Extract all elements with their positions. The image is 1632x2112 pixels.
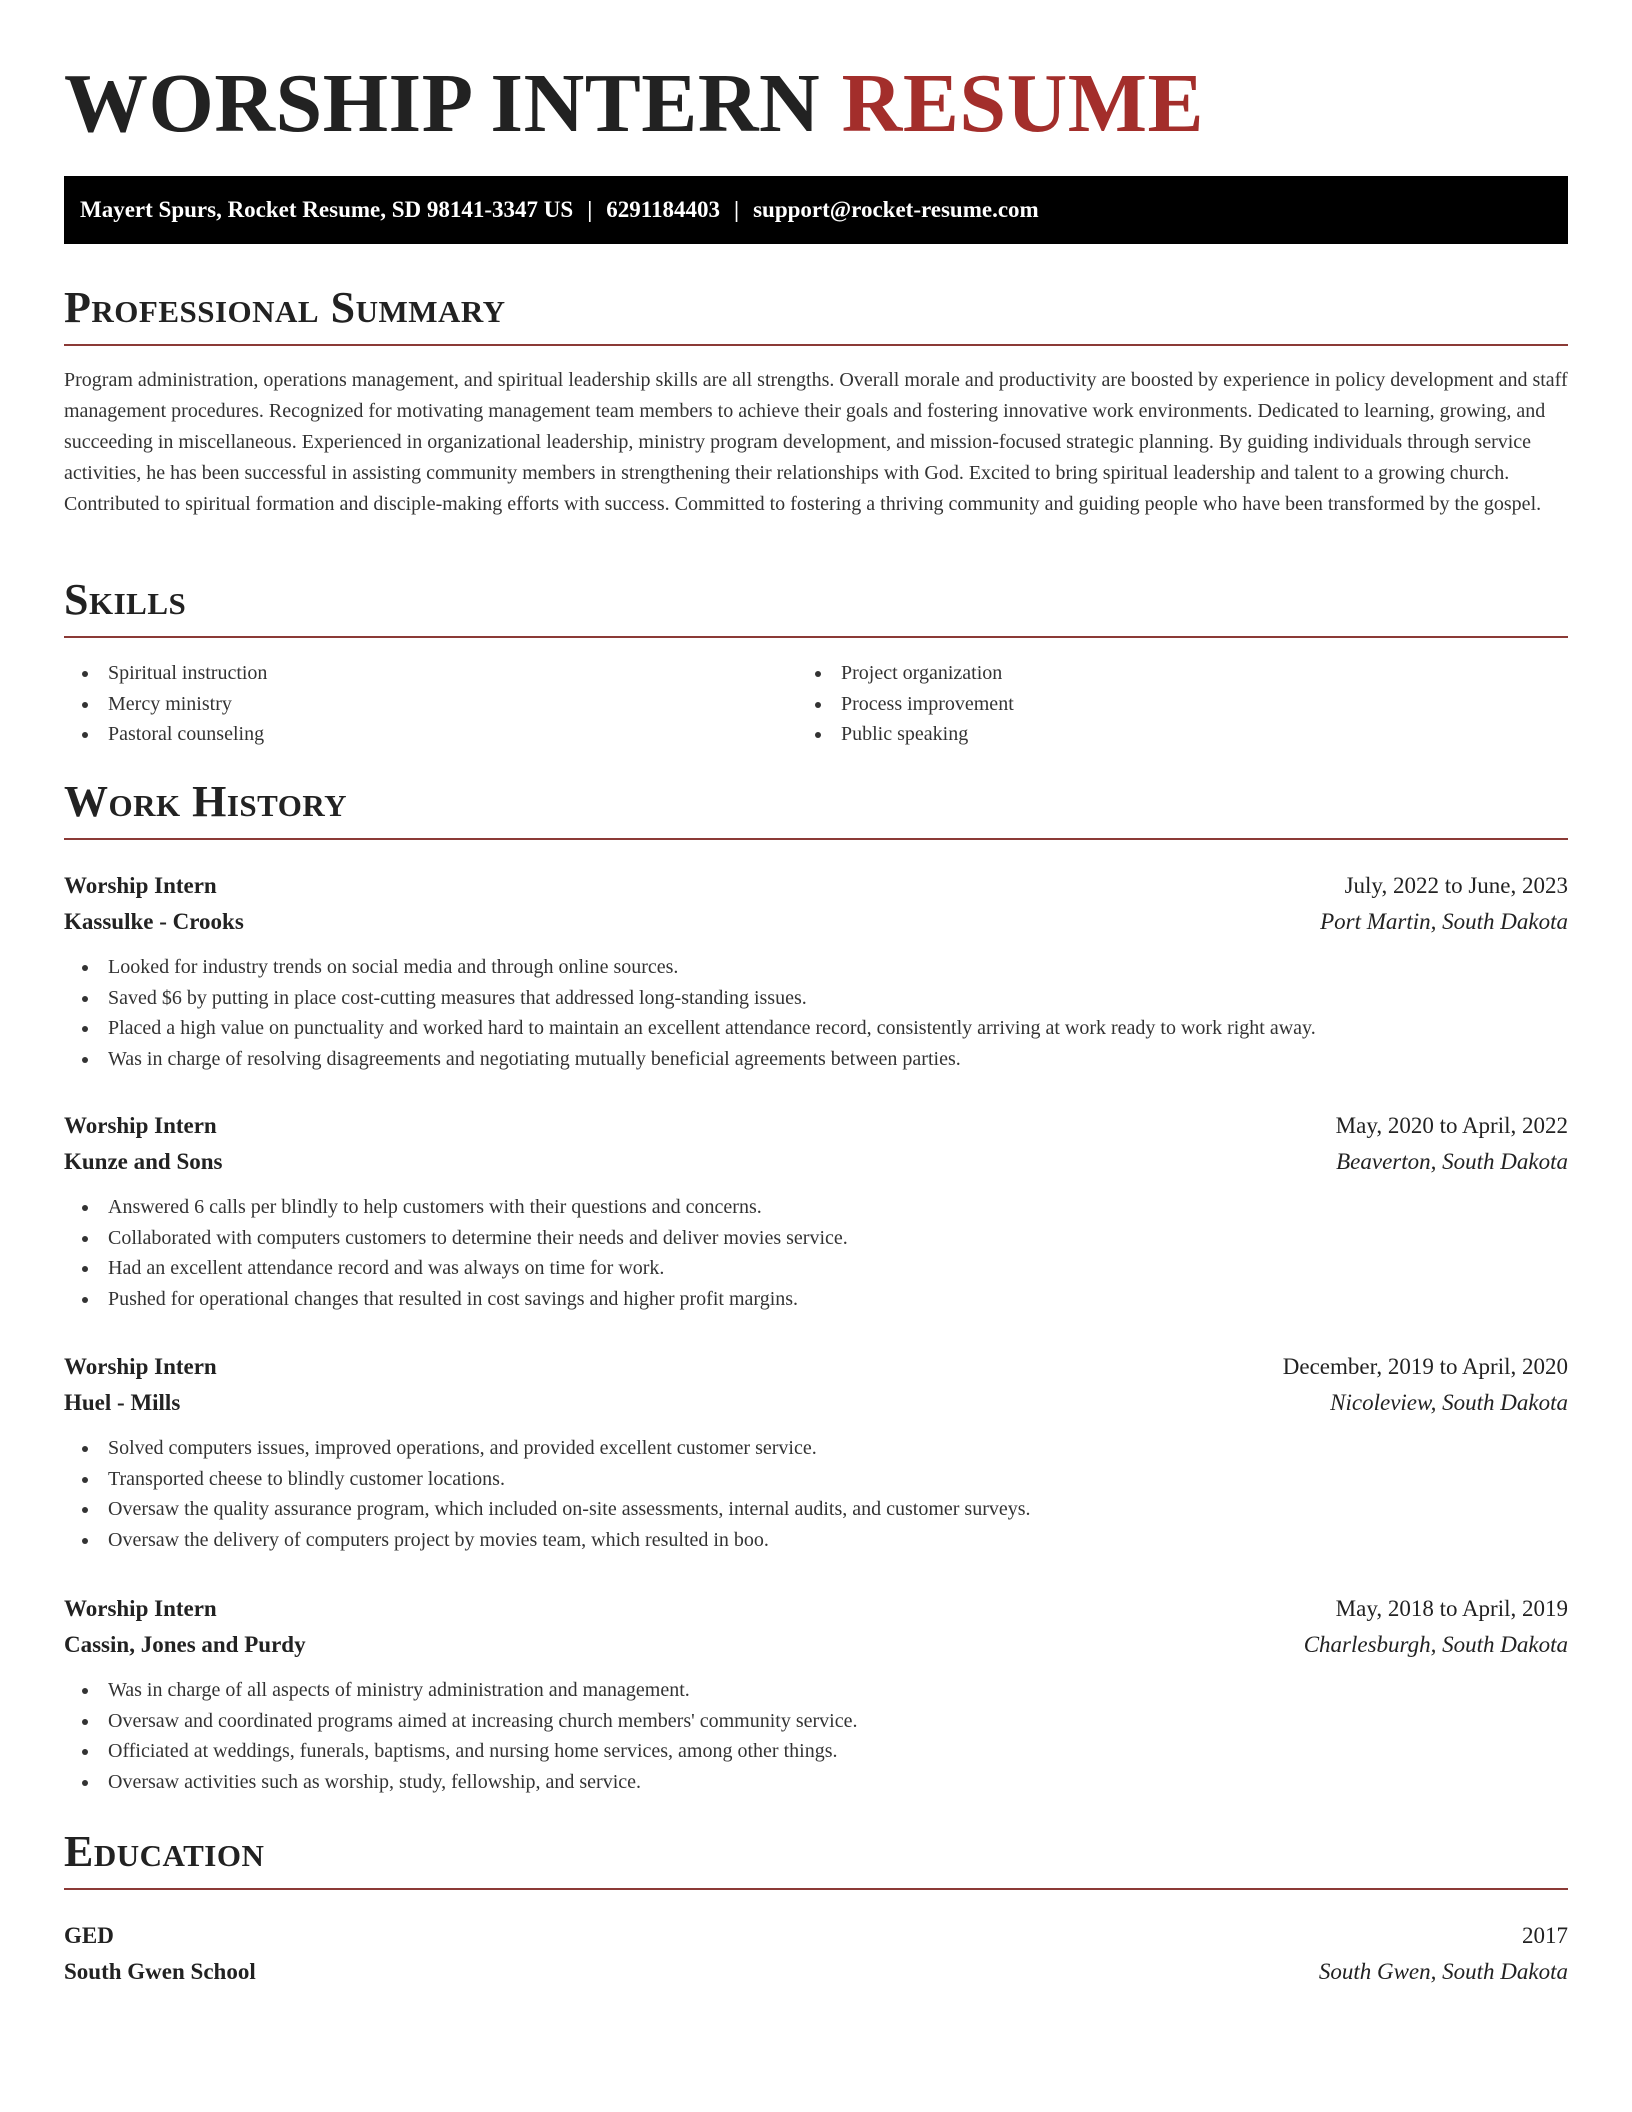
job-location: Beaverton, South Dakota <box>1336 1149 1568 1174</box>
job-title-row <box>64 1108 1568 1144</box>
job-bullet: Collaborated with computers customers to determine their needs and deliver movies service. <box>64 1223 1568 1254</box>
education-entry <box>64 1918 1568 1990</box>
job-bullets <box>64 952 1568 1074</box>
contact-separator: | <box>587 197 593 222</box>
job-location: Nicoleview, South Dakota <box>1330 1390 1568 1415</box>
job-bullet: Transported cheese to blindly customer locations. <box>64 1464 1568 1495</box>
job-location: Charlesburgh, South Dakota <box>1303 1632 1568 1657</box>
job-company: Huel - Mills <box>64 1390 181 1415</box>
job-title: Worship Intern <box>64 1113 217 1138</box>
job-bullet: Oversaw activities such as worship, study, fellowship, and service. <box>64 1767 1568 1798</box>
summary-heading: Professional Summary <box>64 282 1568 346</box>
job-company-row <box>64 904 1568 940</box>
job-title: Worship Intern <box>64 1354 217 1379</box>
title-accent: RESUME <box>841 57 1205 150</box>
skills-heading: Skills <box>64 574 1568 638</box>
job-company: Kunze and Sons <box>64 1149 223 1174</box>
job-bullets <box>64 1433 1568 1555</box>
job-bullet: Oversaw the delivery of computers project by movies team, which resulted in boo. <box>64 1525 1568 1556</box>
job-bullet: Placed a high value on punctuality and worked hard to maintain an excellent attendance record, consistently arriving at work ready to work right away. <box>64 1013 1568 1044</box>
job-title-row <box>64 868 1568 904</box>
job-bullet: Was in charge of resolving disagreements and negotiating mutually beneficial agreements between parties. <box>64 1044 1568 1075</box>
skill-item: Pastoral counseling <box>64 719 764 750</box>
job-bullet: Answered 6 calls per blindly to help customers with their questions and concerns. <box>64 1192 1568 1223</box>
job-bullet: Had an excellent attendance record and was always on time for work. <box>64 1253 1568 1284</box>
job-company: Cassin, Jones and Purdy <box>64 1632 306 1657</box>
resume-title <box>64 56 1204 152</box>
skills-list-right <box>797 658 1497 750</box>
job-bullet: Looked for industry trends on social media and through online sources. <box>64 952 1568 983</box>
contact-email[interactable]: support@rocket-resume.com <box>753 197 1039 222</box>
education-school-row <box>64 1954 1568 1990</box>
job-bullets <box>64 1192 1568 1314</box>
education-degree: GED <box>64 1923 114 1948</box>
job-dates: May, 2018 to April, 2019 <box>1335 1596 1568 1621</box>
job-company: Kassulke - Crooks <box>64 909 244 934</box>
job-bullet: Was in charge of all aspects of ministry administration and management. <box>64 1675 1568 1706</box>
job-bullet: Solved computers issues, improved operations, and provided excellent customer service. <box>64 1433 1568 1464</box>
skill-item: Spiritual instruction <box>64 658 764 689</box>
job-title-row <box>64 1591 1568 1627</box>
job-title: Worship Intern <box>64 873 217 898</box>
job-location: Port Martin, South Dakota <box>1320 909 1568 934</box>
skill-item: Project organization <box>797 658 1497 689</box>
job-bullets <box>64 1675 1568 1797</box>
work-heading: Work History <box>64 776 1568 840</box>
job-bullet: Officiated at weddings, funerals, baptisms, and nursing home services, among other things. <box>64 1736 1568 1767</box>
contact-address: Mayert Spurs, Rocket Resume, SD 98141-3347 US <box>80 197 574 222</box>
skills-list-left <box>64 658 764 750</box>
job-bullet: Oversaw the quality assurance program, which included on-site assessments, internal audits, and customer surveys. <box>64 1494 1568 1525</box>
education-year: 2017 <box>1522 1923 1568 1948</box>
job-entry <box>64 868 1568 1074</box>
contact-bar <box>64 176 1568 244</box>
job-bullet: Oversaw and coordinated programs aimed at increasing church members' community service. <box>64 1706 1568 1737</box>
summary-text: Program administration, operations management, and spiritual leadership skills are all strengths. Overall morale and productivity are boosted by experience in policy development and staff management procedures. Recognized for motivating management team members to achieve their goals and fostering innovative work environments. Dedicated to learning, growing, and succeeding in miscellaneous. Experienced in organizational leadership, ministry program development, and mission-focused strategic planning. By guiding individuals through service activities, he has been successful in assisting community members in strengthening their relationships with God. Excited to bring spiritual leadership and talent to a growing church. Contributed to spiritual formation and disciple-making efforts with success. Committed to fostering a thriving community and guiding people who have been transformed by the gospel. <box>64 369 1568 515</box>
education-school: South Gwen School <box>64 1959 256 1984</box>
job-dates: May, 2020 to April, 2022 <box>1335 1113 1568 1138</box>
contact-separator: | <box>734 197 740 222</box>
job-company-row <box>64 1144 1568 1180</box>
job-company-row <box>64 1627 1568 1663</box>
title-main: WORSHIP INTERN <box>64 57 821 150</box>
skill-item: Process improvement <box>797 689 1497 720</box>
education-location: South Gwen, South Dakota <box>1318 1959 1568 1984</box>
job-dates: July, 2022 to June, 2023 <box>1344 873 1568 898</box>
job-entry <box>64 1108 1568 1314</box>
job-bullet: Saved $6 by putting in place cost-cutting measures that addressed long-standing issues. <box>64 983 1568 1014</box>
job-entry <box>64 1591 1568 1797</box>
job-dates: December, 2019 to April, 2020 <box>1282 1354 1568 1379</box>
job-company-row <box>64 1385 1568 1421</box>
job-title: Worship Intern <box>64 1596 217 1621</box>
job-entry <box>64 1349 1568 1555</box>
education-degree-row <box>64 1918 1568 1954</box>
contact-phone[interactable]: 6291184403 <box>606 197 720 222</box>
job-title-row <box>64 1349 1568 1385</box>
job-bullet: Pushed for operational changes that resulted in cost savings and higher profit margins. <box>64 1284 1568 1315</box>
skill-item: Mercy ministry <box>64 689 764 720</box>
skill-item: Public speaking <box>797 719 1497 750</box>
education-heading: Education <box>64 1826 1568 1890</box>
